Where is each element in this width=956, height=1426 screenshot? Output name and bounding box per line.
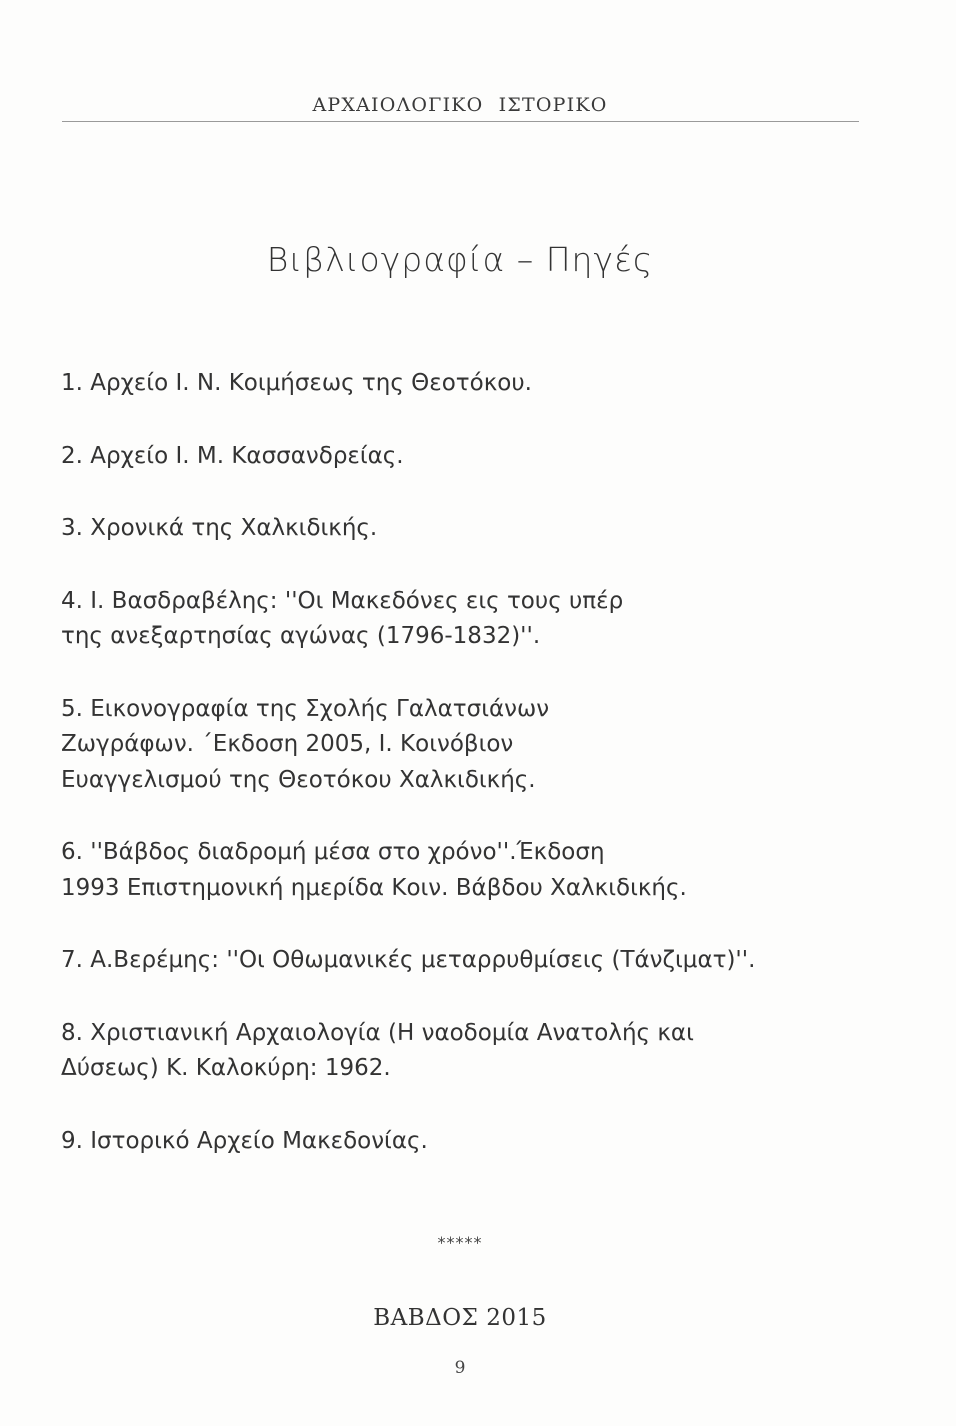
reference-line: 5. Εικονογραφία της Σχολής Γαλατσιάνων: [61, 695, 550, 722]
reference-item: [61, 439, 861, 475]
reference-line: Δύσεως) Κ. Καλοκύρη: 1962.: [61, 1055, 391, 1081]
reference-list: [61, 366, 861, 1196]
page-title: Βιβλιογραφία – Πηγές: [266, 240, 654, 279]
reference-line: 1993 Επιστημονική ημερίδα Κοιν. Βάβδου Χαλκιδικής.: [61, 874, 687, 901]
reference-item: [61, 1016, 861, 1087]
reference-item: [61, 943, 861, 979]
reference-item: [61, 835, 861, 906]
reference-line: Ευαγγελισμού της Θεοτόκου Χαλκιδικής.: [61, 766, 536, 793]
reference-line: 1. Αρχείο Ι. Ν. Κοιμήσεως της Θεοτόκου.: [61, 370, 532, 396]
reference-item: [61, 366, 861, 402]
reference-line: 7. Α.Βερέμης: ''Οι Οθωμανικές μεταρρυθμίσεις (Τάνζιματ)''.: [61, 947, 756, 973]
reference-line: 9. Ιστορικό Αρχείο Μακεδονίας.: [61, 1127, 428, 1154]
reference-line: 3. Χρονικά της Χαλκιδικής.: [61, 515, 378, 541]
reference-line: 8. Χριστιανική Αρχαιολογία (Η ναοδομία Ανατολής και: [61, 1019, 694, 1046]
reference-item: [61, 692, 861, 799]
footer-text: ΒΑΒΔΟΣ 2015: [373, 1305, 547, 1331]
reference-item: [61, 1124, 861, 1160]
section-separator: *****: [437, 1233, 483, 1252]
page-number: 9: [454, 1358, 466, 1378]
reference-line: Ζωγράφων. ΄Εκδοση 2005, Ι. Κοινόβιον: [61, 731, 514, 757]
reference-line: 2. Αρχείο Ι. Μ. Κασσανδρείας.: [61, 442, 404, 469]
header-rule: [62, 121, 859, 122]
reference-line: της ανεξαρτησίας αγώνας (1796-1832)''.: [61, 623, 541, 649]
reference-line: 4. Ι. Βασδραβέλης: ''Οι Μακεδόνες εις τους υπέρ: [61, 587, 624, 614]
running-header: ΑΡΧΑΙΟΛΟΓΙΚΟ ΙΣΤΟΡΙΚΟ: [312, 94, 608, 116]
reference-item: [61, 584, 861, 655]
reference-item: [61, 511, 861, 547]
reference-line: 6. ''Βάβδος διαδρομή μέσα στο χρόνο''.Έκδοση: [61, 839, 605, 865]
